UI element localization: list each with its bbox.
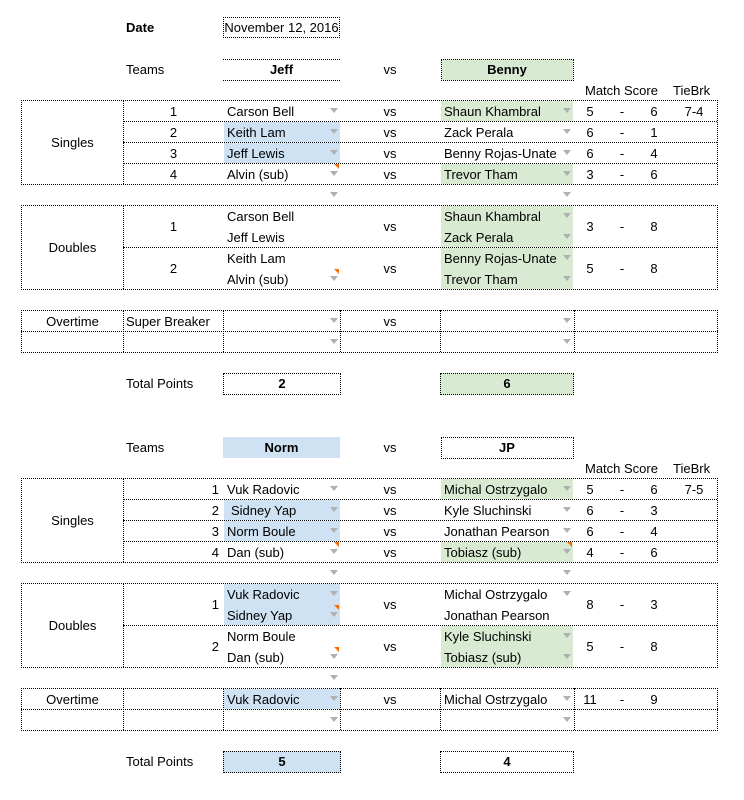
score-dash: - [619,104,625,119]
dropdown-arrow-icon[interactable] [563,654,571,659]
doubles-label: Doubles [48,618,97,633]
player-b1-select[interactable]: Benny Rojas-Unate [444,251,557,266]
score-b[interactable]: 1 [650,125,658,140]
score-dash: - [619,545,625,560]
dropdown-arrow-icon[interactable] [330,318,338,323]
dropdown-arrow-icon[interactable] [563,150,571,155]
score-a[interactable]: 5 [586,482,594,497]
match-score-header: Match Score [585,461,658,476]
doubles-num: 2 [211,639,219,654]
score-b[interactable]: 6 [650,104,658,119]
score-a[interactable]: 11 [583,692,597,707]
total-points-label: Total Points [126,376,194,391]
player-a2-select[interactable]: Alvin (sub) [227,272,289,287]
dropdown-arrow-icon[interactable] [330,108,338,113]
tiebreak-score[interactable]: 7-5 [684,482,704,497]
vs-label: vs [383,261,397,276]
score-dash: - [619,503,625,518]
tiebreak-header: TieBrk [673,461,711,476]
player-b2-select[interactable]: Zack Perala [444,230,514,245]
dropdown-arrow-icon[interactable] [563,717,571,722]
dropdown-arrow-icon[interactable] [563,696,571,701]
dropdown-arrow-icon[interactable] [330,339,338,344]
vs-label: vs [383,125,397,140]
overtime-player-a[interactable]: Vuk Radovic [227,692,300,707]
doubles-label: Doubles [48,240,97,255]
total-a: 5 [223,751,341,773]
note-flag-icon [334,269,339,274]
dropdown-arrow-icon[interactable] [330,528,338,533]
overtime-type[interactable]: Super Breaker [126,314,210,329]
player-a2-select[interactable]: Dan (sub) [227,650,285,665]
teams-label: Teams [126,62,165,77]
dropdown-arrow-icon[interactable] [563,339,571,344]
player-a-select[interactable]: Sidney Yap [231,503,297,518]
player-b-select[interactable]: Zack Perala [444,125,514,140]
score-dash: - [619,597,625,612]
score-a[interactable]: 4 [586,545,594,560]
dropdown-arrow-icon[interactable] [563,129,571,134]
dropdown-arrow-icon[interactable] [563,633,571,638]
dropdown-arrow-icon[interactable] [563,486,571,491]
note-flag-icon [334,542,339,547]
score-dash: - [619,524,625,539]
vs-label: vs [383,62,397,77]
player-b-select[interactable]: Kyle Sluchinski [444,503,532,518]
score-b[interactable]: 3 [650,597,658,612]
player-a1-select[interactable]: Keith Lam [227,251,286,266]
score-dash: - [619,482,625,497]
singles-label: Singles [51,513,94,528]
dropdown-arrow-icon[interactable] [563,570,571,575]
score-b[interactable]: 3 [650,503,658,518]
player-a2-select[interactable]: Jeff Lewis [227,230,285,245]
dropdown-arrow-icon[interactable] [330,654,338,659]
singles-label: Singles [51,135,94,150]
score-dash: - [619,167,625,182]
player-a2-select[interactable]: Sidney Yap [227,608,293,623]
vs-label: vs [383,524,397,539]
team-a-name[interactable]: Jeff [269,62,294,77]
dropdown-arrow-icon[interactable] [330,675,338,680]
note-flag-icon [334,605,339,610]
note-flag-icon [334,164,339,169]
vs-label: vs [383,692,397,707]
score-b[interactable]: 6 [650,545,658,560]
singles-num: 4 [211,545,219,560]
score-dash: - [619,146,625,161]
dropdown-arrow-icon[interactable] [563,549,571,554]
dropdown-arrow-icon[interactable] [563,591,571,596]
player-a-select[interactable]: Jeff Lewis [227,146,285,161]
note-flag-icon [567,542,572,547]
player-b2-select[interactable]: Tobiasz (sub) [444,650,522,665]
dropdown-arrow-icon[interactable] [563,213,571,218]
player-b-select[interactable]: Tobiasz (sub) [444,545,522,560]
score-dash: - [619,692,625,707]
player-b2-select[interactable]: Jonathan Pearson [444,608,550,623]
player-a-select[interactable]: Dan (sub) [227,545,285,560]
singles-num: 4 [169,167,178,182]
score-b[interactable]: 4 [650,146,658,161]
dropdown-arrow-icon[interactable] [563,255,571,260]
teams-label: Teams [126,440,165,455]
total-b: 4 [440,751,574,773]
singles-num: 3 [169,146,178,161]
score-a[interactable]: 6 [586,524,594,539]
score-a[interactable]: 5 [586,639,594,654]
singles-num: 1 [169,104,178,119]
vs-label: vs [383,314,397,329]
dropdown-arrow-icon[interactable] [330,549,338,554]
doubles-num: 2 [169,261,178,276]
player-a-select[interactable]: Norm Boule [227,524,296,539]
player-a-select[interactable]: Alvin (sub) [227,167,289,182]
team-a-name[interactable]: Norm [264,440,299,455]
vs-label: vs [383,482,397,497]
vs-label: vs [383,219,397,234]
score-dash: - [619,261,625,276]
score-b[interactable]: 4 [650,524,658,539]
player-b-select[interactable]: Jonathan Pearson [444,524,550,539]
overtime-label: Overtime [46,692,99,707]
dropdown-arrow-icon[interactable] [563,234,571,239]
dropdown-arrow-icon[interactable] [563,192,571,197]
dropdown-arrow-icon[interactable] [330,171,338,176]
dropdown-arrow-icon[interactable] [330,570,338,575]
player-a1-select[interactable]: Carson Bell [227,209,295,224]
score-dash: - [619,219,625,234]
score-b[interactable]: 9 [650,692,658,707]
dropdown-arrow-icon[interactable] [330,507,338,512]
dropdown-arrow-icon[interactable] [330,192,338,197]
player-a1-select[interactable]: Norm Boule [227,629,296,644]
score-a[interactable]: 3 [586,219,594,234]
score-dash: - [619,639,625,654]
dropdown-arrow-icon[interactable] [563,318,571,323]
team-b-name[interactable]: JP [499,440,515,455]
player-a-select[interactable]: Carson Bell [227,104,295,119]
score-b[interactable]: 8 [650,639,658,654]
dropdown-arrow-icon[interactable] [563,507,571,512]
team-b-name[interactable]: Benny [487,62,527,77]
score-a[interactable]: 6 [586,125,594,140]
singles-num: 2 [169,125,178,140]
dropdown-arrow-icon[interactable] [330,276,338,281]
score-a[interactable]: 6 [586,503,594,518]
total-a: 2 [223,373,341,395]
score-a[interactable]: 5 [586,261,594,276]
score-b[interactable]: 8 [650,219,658,234]
player-b-select[interactable]: Michal Ostrzygalo [444,482,548,497]
tiebreak-score[interactable]: 7-4 [684,104,704,119]
player-b-select[interactable]: Trevor Tham [444,167,518,182]
player-a-select[interactable]: Keith Lam [227,125,286,140]
match-score-header: Match Score [585,83,658,98]
note-flag-icon [334,647,339,652]
vs-label: vs [383,440,397,455]
vs-label: vs [383,167,397,182]
score-a[interactable]: 3 [586,167,594,182]
vs-label: vs [383,639,397,654]
player-a1-select[interactable]: Vuk Radovic [227,587,300,602]
dropdown-arrow-icon[interactable] [330,129,338,134]
player-b1-select[interactable]: Kyle Sluchinski [444,629,532,644]
overtime-player-b[interactable]: Michal Ostrzygalo [444,692,548,707]
dropdown-arrow-icon[interactable] [330,696,338,701]
vs-label: vs [383,503,397,518]
dropdown-arrow-icon[interactable] [563,108,571,113]
player-b1-select[interactable]: Michal Ostrzygalo [444,587,548,602]
score-b[interactable]: 6 [650,167,658,182]
total-b: 6 [440,373,574,395]
score-b[interactable]: 6 [650,482,658,497]
overtime-label: Overtime [46,314,99,329]
date-value-cell[interactable]: November 12, 2016 [223,17,340,38]
player-b2-select[interactable]: Trevor Tham [444,272,518,287]
dropdown-arrow-icon[interactable] [563,528,571,533]
doubles-num: 1 [211,597,219,612]
dropdown-arrow-icon[interactable] [330,612,338,617]
score-a[interactable]: 8 [586,597,594,612]
score-dash: - [619,125,625,140]
singles-num: 1 [211,482,219,497]
score-a[interactable]: 6 [586,146,594,161]
dropdown-arrow-icon[interactable] [330,150,338,155]
singles-num: 3 [211,524,219,539]
dropdown-arrow-icon[interactable] [563,276,571,281]
player-b-select[interactable]: Benny Rojas-Unate [444,146,557,161]
vs-label: vs [383,545,397,560]
doubles-num: 1 [169,219,178,234]
vs-label: vs [383,104,397,119]
player-b1-select[interactable]: Shaun Khambral [444,209,541,224]
total-points-label: Total Points [126,754,194,769]
singles-num: 2 [211,503,219,518]
score-b[interactable]: 8 [650,261,658,276]
date-label: Date [126,20,155,35]
dropdown-arrow-icon[interactable] [330,591,338,596]
vs-label: vs [383,597,397,612]
score-a[interactable]: 5 [586,104,594,119]
dropdown-arrow-icon[interactable] [330,717,338,722]
dropdown-arrow-icon[interactable] [563,171,571,176]
player-a-select[interactable]: Vuk Radovic [227,482,300,497]
tiebreak-header: TieBrk [673,83,711,98]
player-b-select[interactable]: Shaun Khambral [444,104,541,119]
vs-label: vs [383,146,397,161]
dropdown-arrow-icon[interactable] [330,486,338,491]
